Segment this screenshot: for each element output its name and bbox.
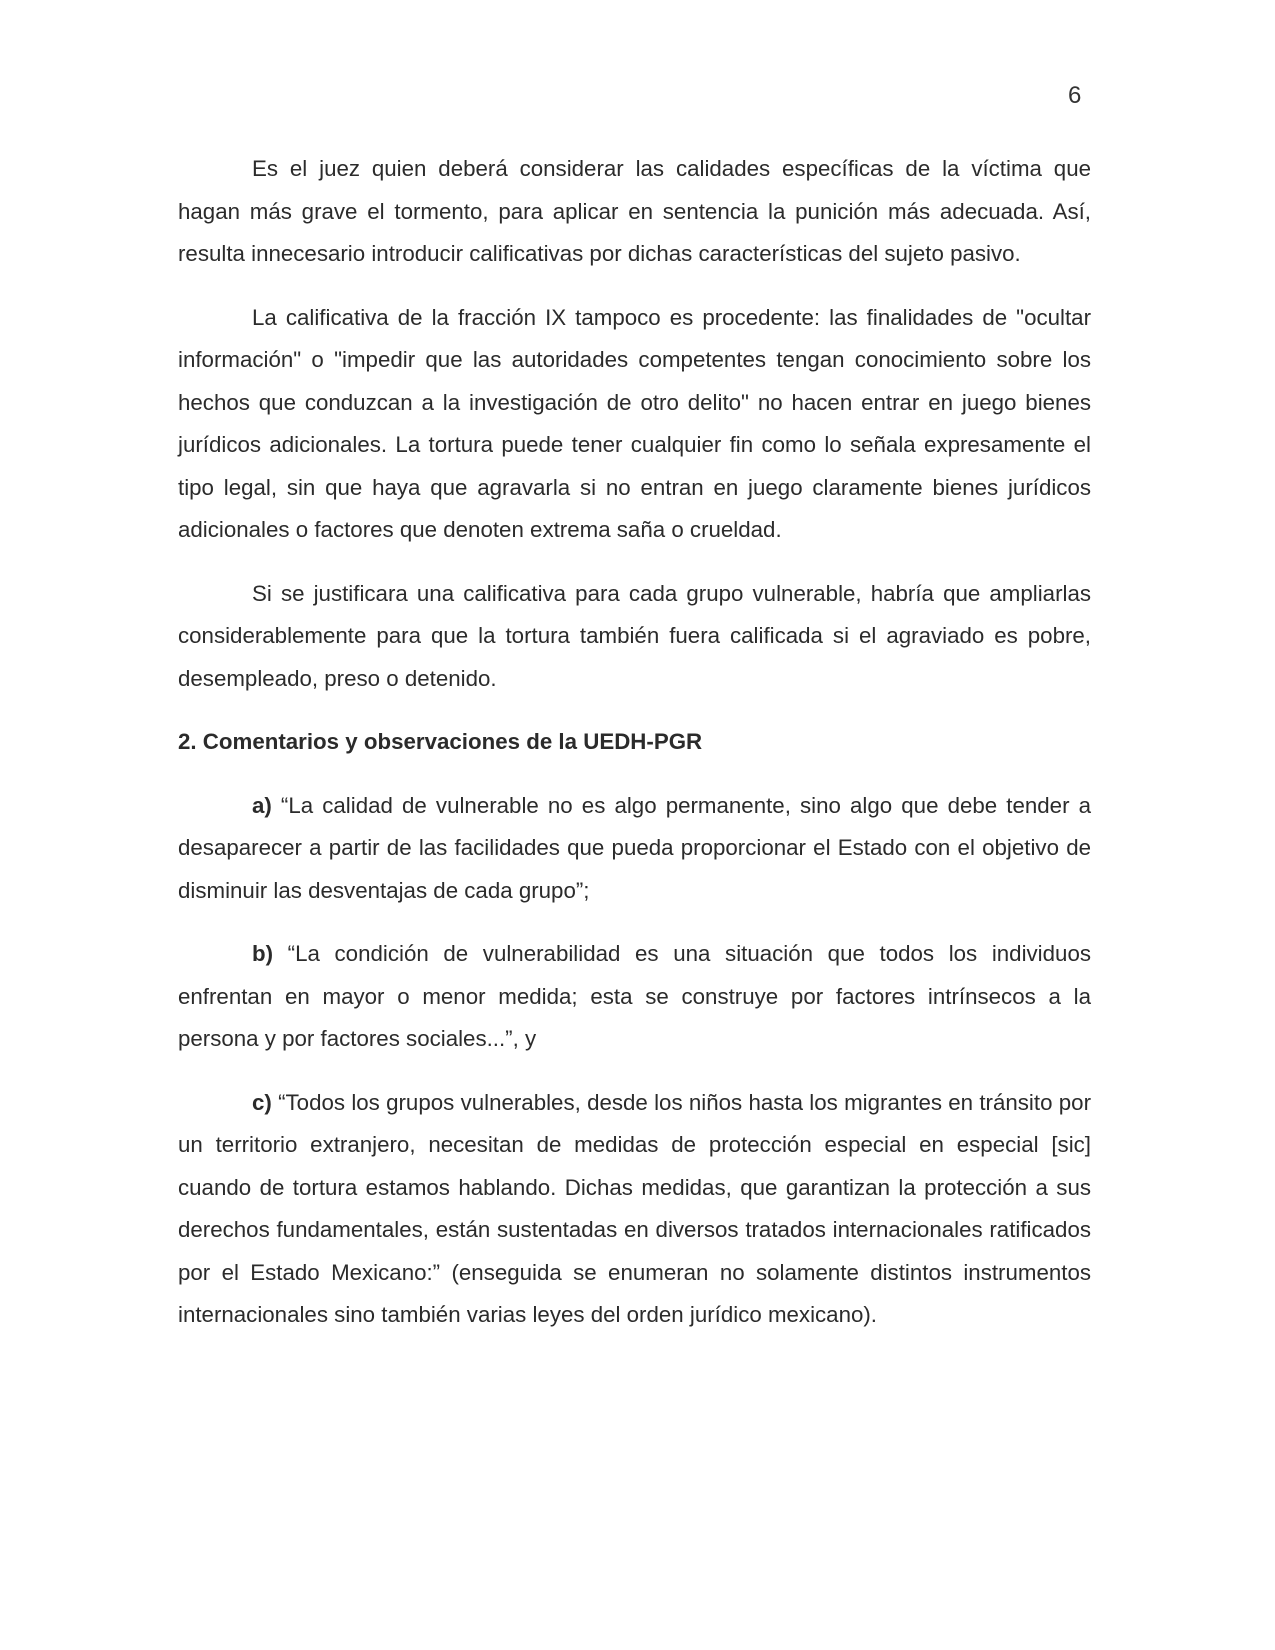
list-item-b-text: “La condición de vulnerabilidad es una situación que todos los individuos enfrentan en mayor o menor medida; esta se construye por factores intrínsecos a la persona y por factores sociales...”, y bbox=[178, 941, 1091, 1051]
section-heading: 2. Comentarios y observaciones de la UEDH-PGR bbox=[178, 729, 703, 754]
page-number: 6 bbox=[1068, 82, 1082, 109]
list-item-a-label: a) bbox=[252, 792, 272, 818]
paragraph-fraction-ix: La calificativa de la fracción IX tampoco es procedente: las finalidades de "ocultar información" o "impedir que las autoridades competentes tengan conocimiento sobre los hechos que conduzcan a la investigación de otro delito" no hacen entrar en juego bienes jurídicos adicionales. La tortura puede tener cualquier fin como lo señala expresamente el tipo legal, sin que haya que agravarla si no entran en juego claramente bienes jurídicos adicionales o factores que denoten extrema saña o crueldad. bbox=[178, 304, 1091, 542]
list-item-a bbox=[178, 785, 1091, 913]
page-content bbox=[178, 148, 1091, 1337]
paragraph-victim-qualities: Es el juez quien deberá considerar las calidades específicas de la víctima que hagan más grave el tormento, para aplicar en sentencia la punición más adecuada. Así, resulta innecesario introducir calificativas por dichas características del sujeto pasivo. bbox=[178, 156, 1091, 266]
list-item-a-text: “La calidad de vulnerable no es algo permanente, sino algo que debe tender a desaparecer a partir de las facilidades que pueda proporcionar el Estado con el objetivo de disminuir las desventajas de cada grupo”; bbox=[178, 792, 1091, 903]
list-item-b-label: b) bbox=[252, 941, 274, 966]
list-item-b bbox=[178, 933, 1091, 1061]
list-item-c-label: c) bbox=[252, 1089, 272, 1115]
paragraph-vulnerable-groups: Si se justificara una calificativa para cada grupo vulnerable, habría que ampliarlas considerablemente para que la tortura también fuera calificada si el agraviado es pobre, desempleado, preso o detenido. bbox=[178, 580, 1091, 691]
list-item-c-text: “Todos los grupos vulnerables, desde los niños hasta los migrantes en tránsito por un territorio extranjero, necesitan de medidas de protección especial en especial [sic] cuando de tortura estamos hablando. Dichas medidas, que garantizan la protección a sus derechos fundamentales, están sustentadas en diversos tratados internacionales ratificados por el Estado Mexicano:” (enseguida se enumeran no solamente distintos instrumentos internacionales sino también varias leyes del orden jurídico mexicano). bbox=[178, 1089, 1091, 1327]
list-item-c bbox=[178, 1082, 1091, 1337]
